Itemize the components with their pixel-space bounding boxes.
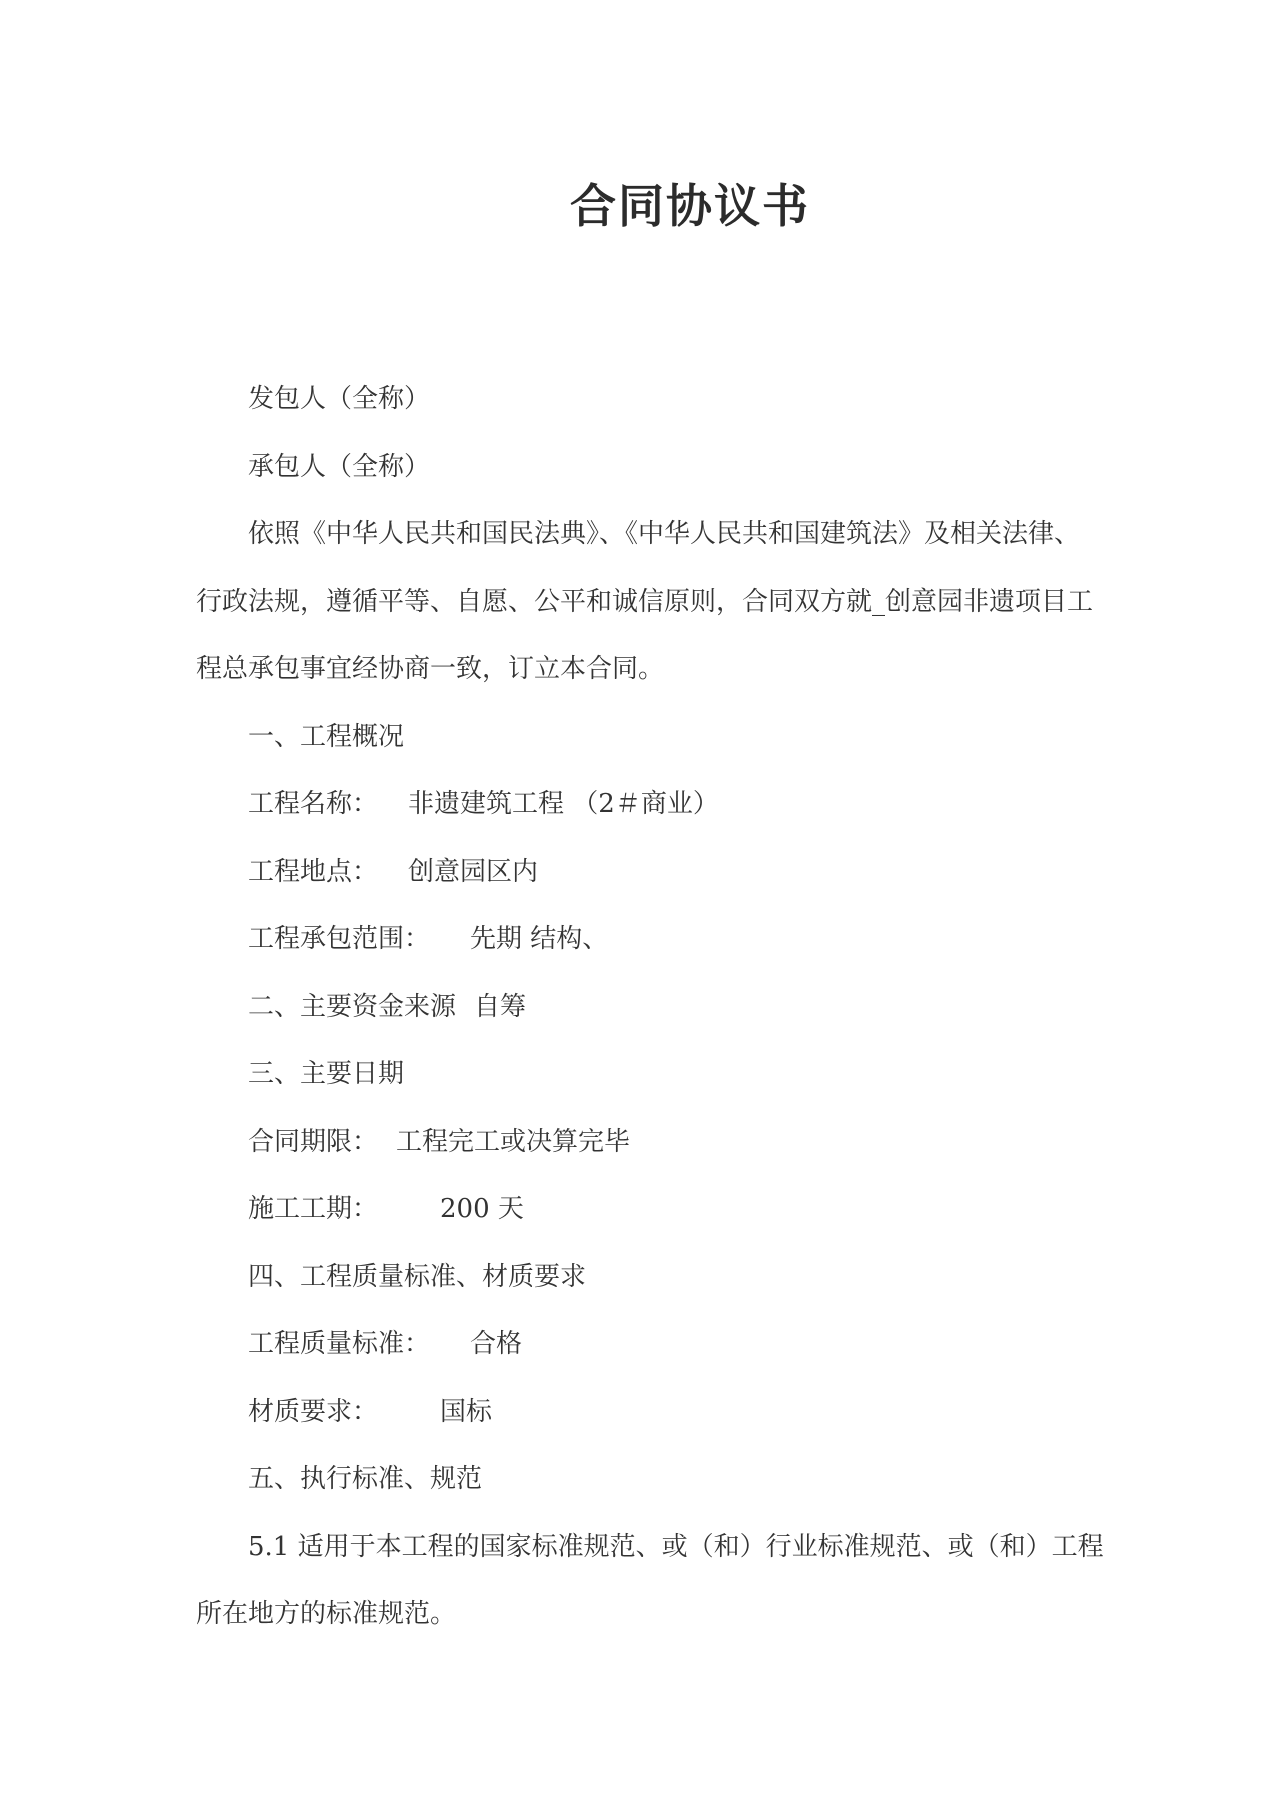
construction-period-line: [196, 1176, 1096, 1244]
section-2-heading: [196, 974, 1096, 1042]
contractor-label: 承包人（全称）: [248, 451, 431, 482]
section-5-heading: [196, 1446, 1096, 1514]
section-3-heading-text: 三、主要日期: [248, 1059, 405, 1089]
section-1-heading: [196, 704, 1096, 772]
section-5-heading-text: 五、执行标准、规范: [248, 1464, 483, 1494]
preamble-line-1: [196, 501, 1096, 569]
project-name-label: 工程名称：: [248, 789, 379, 819]
clause-5-1-text-2: 所在地方的标准规范。: [196, 1599, 457, 1629]
project-location-line: [196, 839, 1096, 907]
project-scope-line: [196, 906, 1096, 974]
document-title: 合同协议书: [570, 179, 810, 233]
quality-standard-label: 工程质量标准：: [248, 1329, 431, 1359]
project-location-label: 工程地点：: [248, 856, 379, 887]
preamble-line-2: [196, 569, 1096, 637]
preamble-text-3: 程总承包事宜经协商一致，订立本合同。: [196, 654, 665, 684]
construction-period-label: 施工工期：: [248, 1194, 379, 1224]
project-name-value: 非遗建筑工程 （2＃商业）: [408, 789, 719, 819]
section-2-heading-text: 二、主要资金来源: [248, 991, 457, 1022]
construction-period-value: 200 天: [440, 1194, 524, 1224]
clause-5-1-text-1: 5.1 适用于本工程的国家标准规范、或（和）行业标准规范、或（和）工程: [248, 1531, 1104, 1562]
employer-line: [196, 366, 1096, 434]
material-requirement-value: 国标: [440, 1396, 493, 1427]
project-scope-label: 工程承包范围：: [248, 924, 431, 954]
funding-source-value: 自筹: [474, 991, 527, 1022]
section-3-heading: [196, 1041, 1096, 1109]
project-name-line: [196, 771, 1096, 839]
quality-standard-line: [196, 1311, 1096, 1379]
contract-term-value: 工程完工或决算完毕: [396, 1126, 631, 1157]
project-scope-value: 先期 结构、: [470, 924, 609, 954]
clause-5-1-line-2: [196, 1581, 1096, 1649]
preamble-text-1: 依照《中华人民共和国民法典》、《中华人民共和国建筑法》及相关法律、: [248, 519, 1081, 549]
quality-standard-value: 合格: [470, 1329, 523, 1359]
section-1-heading-text: 一、工程概况: [248, 721, 405, 752]
document-body: [196, 366, 1104, 1649]
project-location-value: 创意园区内: [408, 856, 539, 887]
section-4-heading: [196, 1244, 1096, 1312]
contract-term-label: 合同期限：: [248, 1126, 379, 1157]
preamble-line-3: [196, 636, 1096, 704]
section-4-heading-text: 四、工程质量标准、材质要求: [248, 1261, 587, 1292]
material-requirement-line: [196, 1379, 1096, 1447]
contract-term-line: [196, 1109, 1096, 1177]
contractor-line: [196, 434, 1096, 502]
employer-label: 发包人（全称）: [248, 384, 431, 414]
preamble-text-2: 行政法规，遵循平等、自愿、公平和诚信原则，合同双方就_创意园非遗项目工: [196, 586, 1094, 617]
material-requirement-label: 材质要求：: [248, 1396, 379, 1427]
clause-5-1-line-1: [196, 1514, 1104, 1582]
